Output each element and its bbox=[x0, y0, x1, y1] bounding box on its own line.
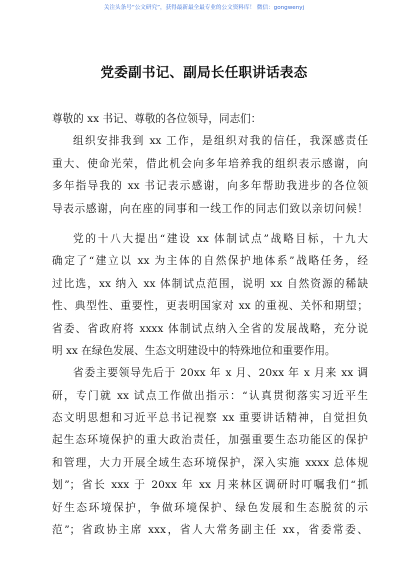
text-line: 重大、使命光荣，借此机会向多年培养我的组织表示感谢，向 bbox=[52, 157, 368, 170]
paragraph-1 bbox=[52, 130, 368, 220]
text-line: 组织安排我到 xx 工作，是组织对我的信任，我深感责任 bbox=[73, 135, 368, 148]
text-line: 态文明思想和习近平总书记视察 xx 重要讲话精神，自觉担负 bbox=[52, 412, 368, 425]
text-line: 和管理，大力开展全域生态环境保护，深入实施 xxxx 总体规 bbox=[52, 456, 368, 469]
text-line: 省委主要领导先后于 20xx 年 x 月、20xx 年 x 月来 xx 调 bbox=[73, 367, 368, 380]
text-line: 导表示感谢，向在座的同事和一线工作的同志们致以亲切问候！ bbox=[52, 202, 368, 215]
text-line: 多年指导我的 xx 书记表示感谢，向多年帮助我进步的各位领 bbox=[52, 180, 368, 193]
text-line: 划”；省长 xxx 于 20xx 年 xx 月来林区调研时叮嘱我们“抓 bbox=[52, 479, 368, 492]
paragraph-3 bbox=[52, 362, 368, 541]
text-line: 范”；省政协主席 xxx，省人大常务副主任 xx，省委常委、 bbox=[52, 524, 368, 537]
text-line: 省委、省政府将 xxxx 体制试点纳入全省的发展战略，充分说 bbox=[52, 322, 368, 335]
document-body bbox=[52, 108, 368, 541]
top-banner: 关注头条号“公文研究”，获得最新最全最专业的公文资料库！ 微信：gongwenyj bbox=[103, 5, 305, 11]
text-line: 明 xx 在绿色发展、生态文明建设中的特殊地位和重要作用。 bbox=[52, 344, 336, 357]
text-line: 研，专门就 xx 试点工作做出指示：“认真贯彻落实习近平生 bbox=[52, 389, 368, 402]
text-line: 起生态环境保护的重大政治责任，加强重要生态功能区的保护 bbox=[52, 434, 368, 447]
page-title: 党委副书记、副局长任职讲话表态 bbox=[100, 65, 308, 81]
text-line: 好生态环境保护，争做环境保护、绿色发展和生态脱贫的示 bbox=[52, 501, 368, 514]
text-line: 过比选，xx 纳入 xx 体制试点范围，说明 xx 自然资源的稀缺 bbox=[52, 277, 368, 290]
salutation-line: 尊敬的 xx 书记、尊敬的各位领导，同志们： bbox=[52, 113, 262, 125]
paragraph-2 bbox=[52, 228, 368, 362]
text-line: 党的十八大提出“建设 xx 体制试点”战略目标，十九大 bbox=[73, 232, 368, 245]
text-line: 确定了“建立以 xx 为主体的自然保护地体系”战略任务，经 bbox=[52, 255, 368, 268]
text-line: 性、典型性、重要性，更表明国家对 xx 的重视、关怀和期望； bbox=[52, 300, 368, 313]
paragraph-gap bbox=[52, 220, 368, 228]
